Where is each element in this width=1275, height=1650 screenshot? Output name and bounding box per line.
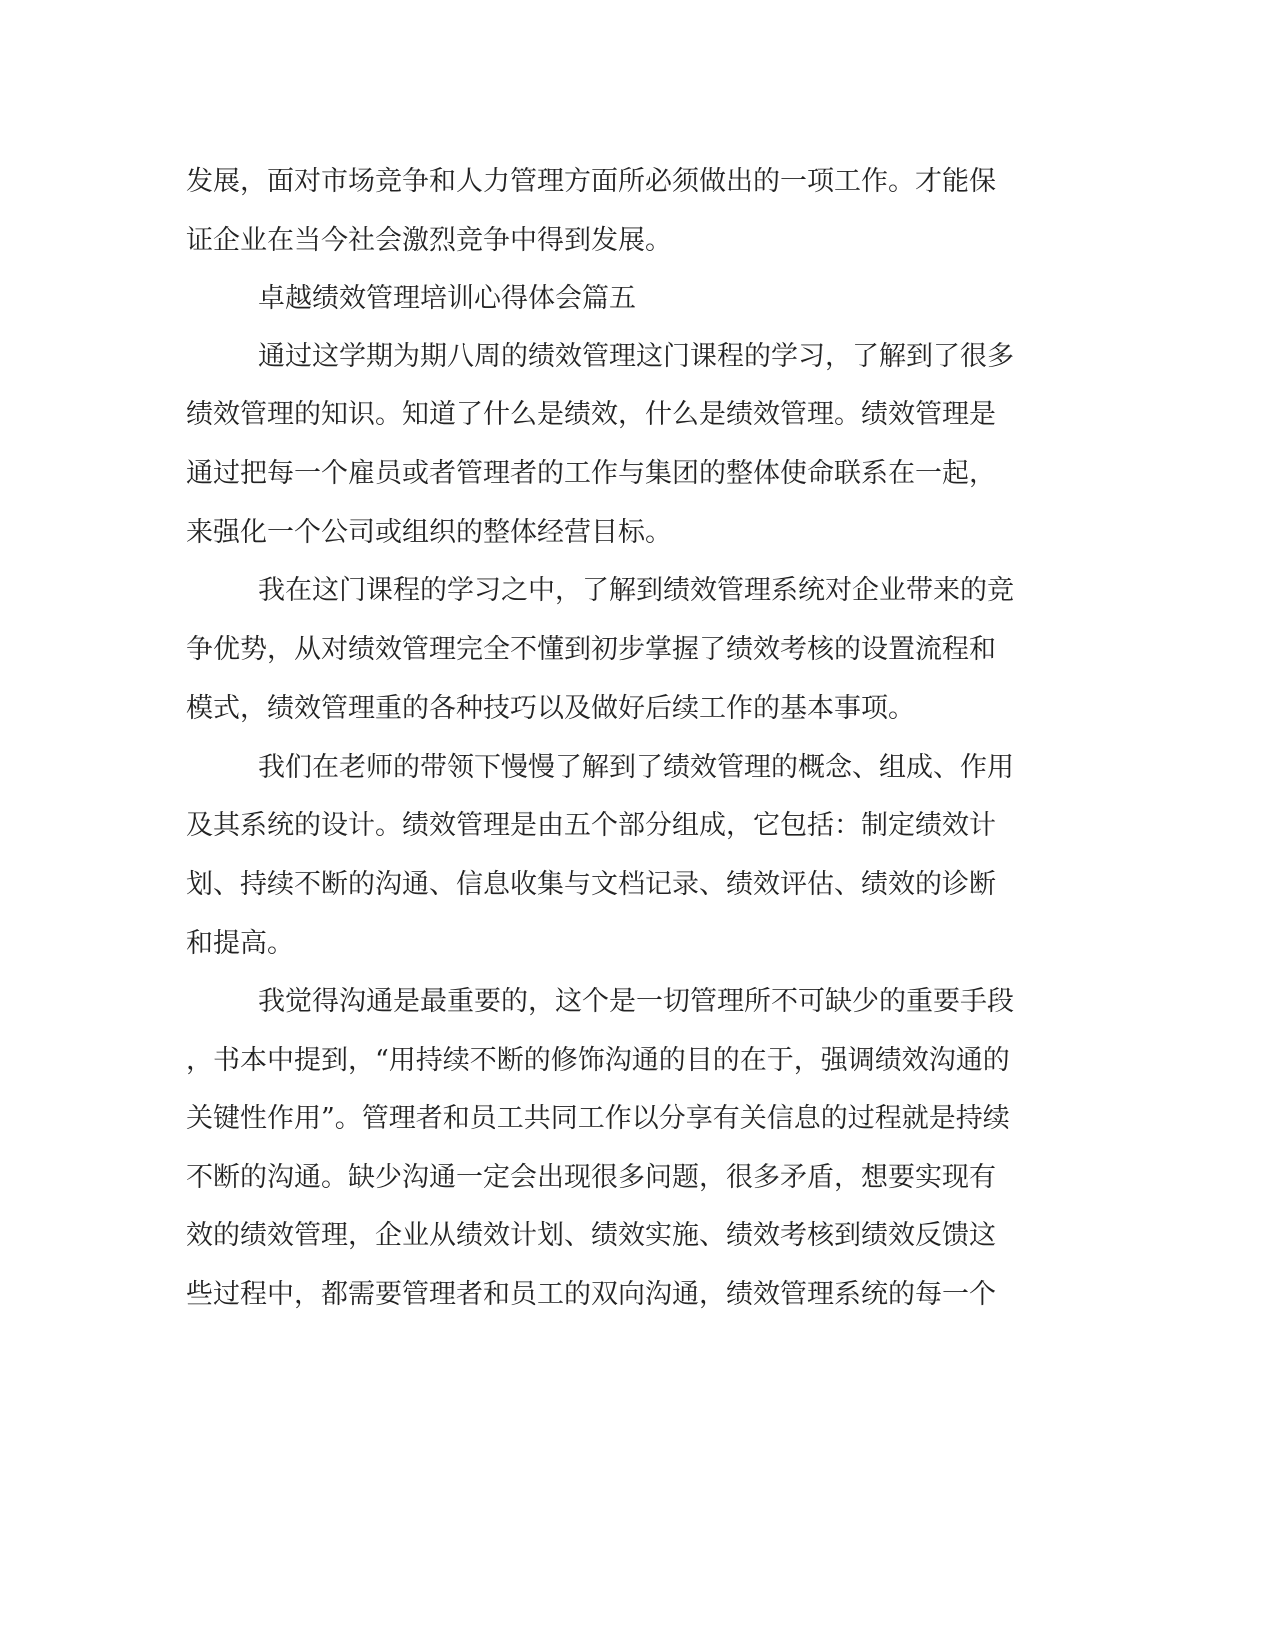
text-line: 我觉得沟通是最重要的，这个是一切管理所不可缺少的重要手段 (258, 986, 1014, 1017)
text-line: 通过这学期为期八周的绩效管理这门课程的学习，了解到了很多 (258, 341, 1014, 372)
text-line: 绩效管理的知识。知道了什么是绩效，什么是绩效管理。绩效管理是 (186, 399, 996, 430)
text-line: ，书本中提到，“用持续不断的修饰沟通的目的在于，强调绩效沟通的 (186, 1045, 1010, 1076)
text-line: 争优势，从对绩效管理完全不懂到初步掌握了绩效考核的设置流程和 (186, 634, 996, 665)
text-line: 些过程中，都需要管理者和员工的双向沟通，绩效管理系统的每一个 (186, 1279, 996, 1310)
text-line: 我在这门课程的学习之中，了解到绩效管理系统对企业带来的竞 (258, 575, 1014, 606)
text-line: 通过把每一个雇员或者管理者的工作与集团的整体使命联系在一起， (186, 458, 996, 489)
text-line: 证企业在当今社会激烈竞争中得到发展。 (186, 225, 672, 256)
text-line: 关键性作用”。管理者和员工共同工作以分享有关信息的过程就是持续 (186, 1103, 1010, 1134)
text-line: 不断的沟通。缺少沟通一定会出现很多问题，很多矛盾，想要实现有 (186, 1162, 996, 1193)
text-line: 来强化一个公司或组织的整体经营目标。 (186, 517, 672, 548)
section-heading: 卓越绩效管理培训心得体会篇五 (258, 283, 636, 314)
text-line: 效的绩效管理，企业从绩效计划、绩效实施、绩效考核到绩效反馈这 (186, 1220, 996, 1251)
text-line: 我们在老师的带领下慢慢了解到了绩效管理的概念、组成、作用 (258, 752, 1014, 783)
text-line: 及其系统的设计。绩效管理是由五个部分组成，它包括：制定绩效计 (186, 810, 996, 841)
text-line: 模式，绩效管理重的各种技巧以及做好后续工作的基本事项。 (186, 693, 915, 724)
text-line: 划、持续不断的沟通、信息收集与文档记录、绩效评估、绩效的诊断 (186, 869, 996, 900)
text-line: 和提高。 (186, 928, 294, 959)
text-line: 发展，面对市场竞争和人力管理方面所必须做出的一项工作。才能保 (186, 166, 996, 197)
